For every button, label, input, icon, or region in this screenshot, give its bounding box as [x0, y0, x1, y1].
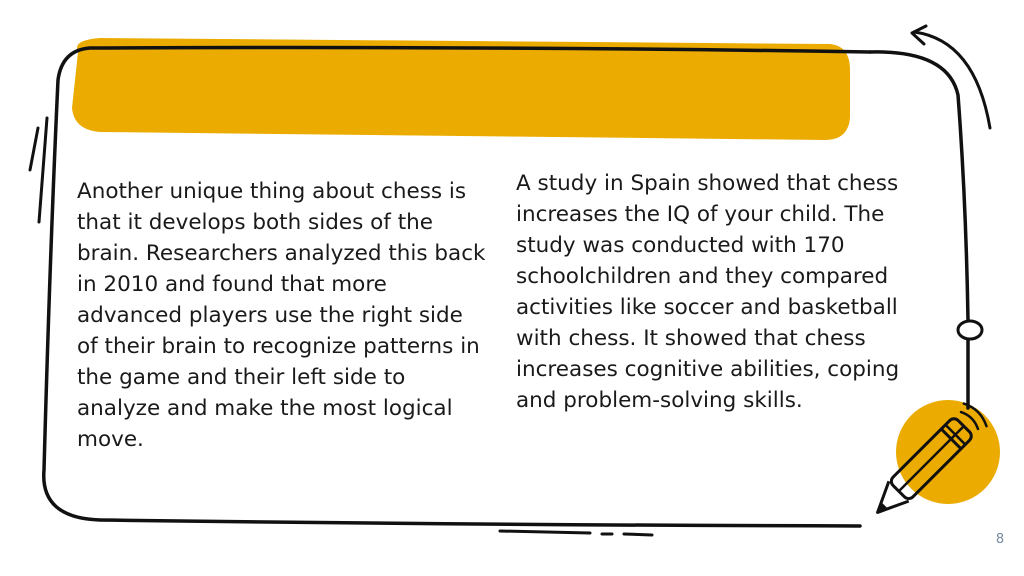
left-paragraph: Another unique thing about chess is that it develops both sides of the brain. Researchers analyzed this back in 2010 and found that more advanced players use the right side of their brain to recognize patterns in the game and their left side to analyze and make the most logical move. [77, 179, 486, 452]
right-paragraph: A study in Spain showed that chess increases the IQ of your child. The study was conducted with 170 schoolchildren and they compared activities like soccer and basketball with chess. It showed that chess increases cognitive abilities, coping and problem-solving skills. [516, 171, 900, 413]
page-number: 8 [995, 532, 1005, 547]
bottom-dash [624, 534, 652, 535]
tick-mark [39, 118, 47, 222]
frame-loop [958, 321, 982, 339]
bottom-dash [500, 531, 590, 533]
tick-mark [30, 128, 38, 170]
title-banner [72, 38, 850, 140]
